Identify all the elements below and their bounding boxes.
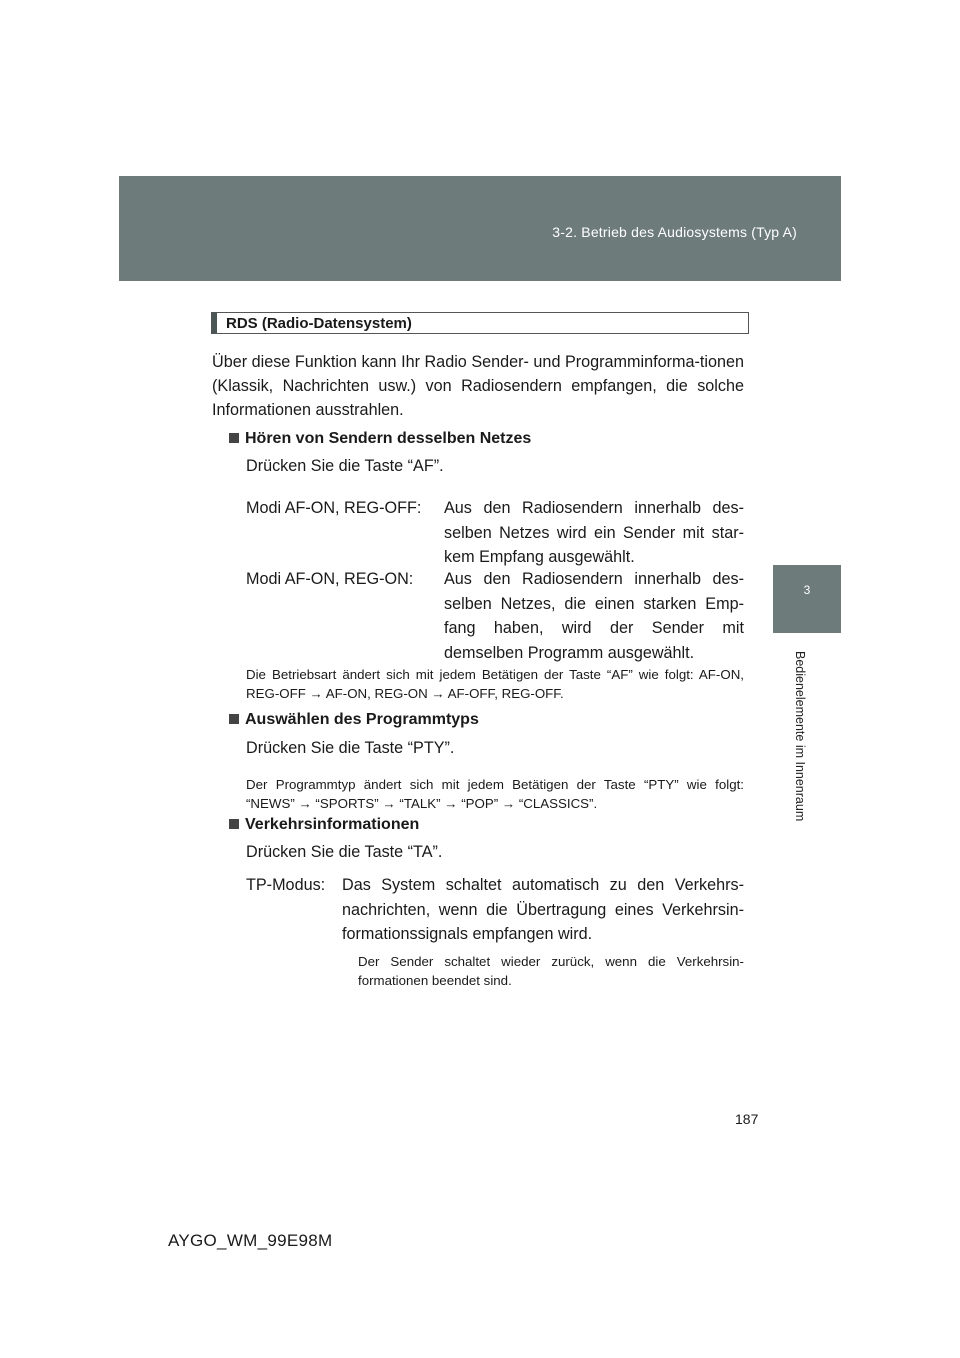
section-intro: Über diese Funktion kann Ihr Radio Sender- und Programminforma-tionen (Klassik, Nachrichten usw.) von Radiosendern empfangen, die solche Informationen ausstrahlen.: [212, 353, 744, 419]
instruction-af: Drücken Sie die Taste “AF”.: [246, 457, 444, 475]
document-code: AYGO_WM_99E98M: [168, 1231, 333, 1250]
chapter-side-label-text: Bedienelemente im Innenraum: [793, 651, 807, 822]
instruction-ta: Drücken Sie die Taste “TA”.: [246, 843, 443, 861]
mode2-term: Modi AF-ON, REG-ON:: [246, 570, 414, 588]
chapter-number: 3: [803, 583, 811, 597]
chapter-tab: [773, 565, 841, 633]
bullet-heading-traffic-text: Verkehrsinformationen: [245, 816, 420, 833]
bullet-heading-pty: [229, 711, 479, 729]
tp-mode-term: TP-Modus:: [246, 876, 326, 894]
mode1-term: Modi AF-ON, REG-OFF:: [246, 499, 422, 517]
bullet-heading-netz: [229, 430, 531, 448]
bullet-heading-pty-text: Auswählen des Programmtyps: [245, 711, 479, 728]
section-header-accent: [212, 313, 217, 333]
bullet-square-icon: [229, 714, 239, 724]
page-number: 187: [735, 1111, 759, 1127]
mode2-description: Aus den Radiosendern innerhalb des-selben Netzes, die einen starken Emp-fang haben, wird der Sender mit demselben Programm ausgewählt.: [444, 570, 744, 662]
bullet-square-icon: [229, 433, 239, 443]
instruction-pty: Drücken Sie die Taste “PTY”.: [246, 739, 455, 757]
chapter-side-label: [793, 651, 807, 822]
mode1-description: Aus den Radiosendern innerhalb des-selben Netzes wird ein Sender mit star-kem Empfang ausgewählt.: [444, 499, 744, 566]
note-traffic: Der Sender schaltet wieder zurück, wenn die Verkehrsin-formationen beendet sind.: [358, 954, 744, 988]
bullet-square-icon: [229, 819, 239, 829]
note-af: Die Betriebsart ändert sich mit jedem Betätigen der Taste “AF” wie folgt: AF-ON, REG-OFF → AF-ON, REG-ON → AF-OFF, REG-OFF.: [246, 667, 744, 701]
bullet-heading-traffic: [229, 816, 419, 834]
section-header: [211, 312, 749, 334]
note-pty: Der Programmtyp ändert sich mit jedem Betätigen der Taste “PTY” wie folgt: “NEWS” → “SPORTS” → “TALK” → “POP” → “CLASSICS”.: [246, 777, 744, 811]
section-title: RDS (Radio-Datensystem): [226, 315, 412, 332]
chapter-title: 3-2. Betrieb des Audiosystems (Typ A): [552, 224, 797, 240]
tp-mode-description: Das System schaltet automatisch zu den Verkehrs-nachrichten, wenn die Übertragung eines Verkehrsin-formationssignals empfangen wird.: [342, 876, 744, 943]
bullet-heading-netz-text: Hören von Sendern desselben Netzes: [245, 430, 532, 447]
chapter-header-band: [119, 176, 841, 281]
